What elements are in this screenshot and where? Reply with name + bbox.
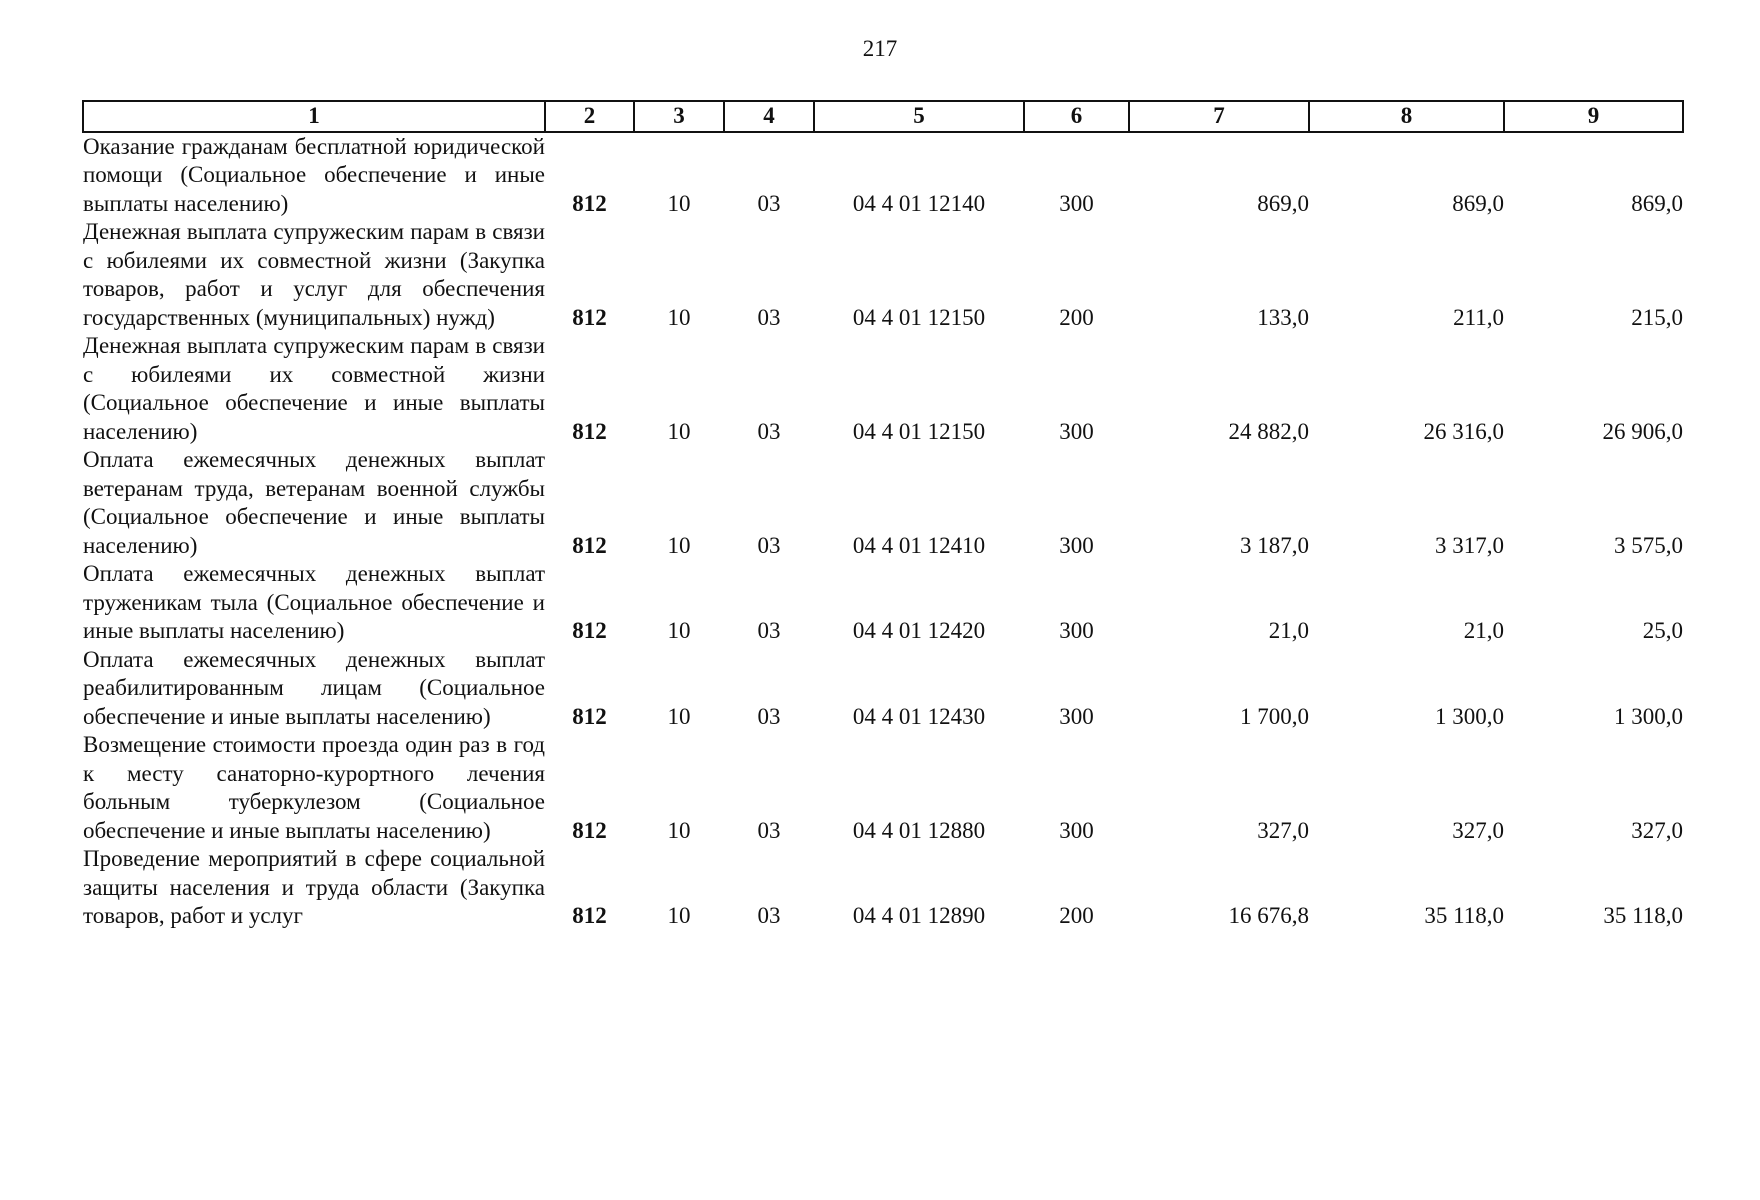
column-header: 9 xyxy=(1504,101,1683,132)
amount-col8: 26 316,0 xyxy=(1423,418,1504,444)
ministry-code: 812 xyxy=(572,418,607,444)
amount-col8: 869,0 xyxy=(1452,190,1504,216)
page-number: 217 xyxy=(862,36,898,61)
table-row xyxy=(83,845,1683,931)
target-article-code: 04 4 01 12430 xyxy=(852,703,986,729)
amount-col9: 26 906,0 xyxy=(1602,418,1683,444)
row-description: Оплата ежемесячных денежных выплат труженикам тыла (Социальное обеспечение и иные выплаты населению) xyxy=(83,561,545,643)
amount-col9: 215,0 xyxy=(1631,304,1683,330)
target-article-code: 04 4 01 12890 xyxy=(852,903,986,928)
table-row xyxy=(83,332,1683,446)
ministry-code: 812 xyxy=(572,190,607,216)
target-article-code: 04 4 01 12150 xyxy=(852,418,986,444)
column-header: 2 xyxy=(545,101,634,132)
section-code: 10 xyxy=(667,703,691,729)
ministry-code: 812 xyxy=(572,532,607,558)
row-description: Возмещение стоимости проезда один раз в год к месту санаторно-курортного лечения больным туберкулезом (Социальное обеспечение и иные выплаты населению) xyxy=(83,732,545,843)
target-article-code: 04 4 01 12420 xyxy=(852,618,986,643)
amount-col9: 327,0 xyxy=(1631,817,1683,843)
expense-type-code: 200 xyxy=(1059,304,1094,330)
subsection-code: 03 xyxy=(757,817,781,843)
expense-type-code: 300 xyxy=(1059,190,1094,216)
row-description: Оказание гражданам бесплатной юридической помощи (Социальное обеспечение и иные выплаты населению) xyxy=(83,133,545,216)
amount-col7: 133,0 xyxy=(1257,304,1309,330)
amount-col7: 16 676,8 xyxy=(1228,903,1309,928)
amount-col9: 1 300,0 xyxy=(1614,703,1683,729)
target-article-code: 04 4 01 12150 xyxy=(852,304,986,330)
amount-col7: 327,0 xyxy=(1257,817,1309,843)
subsection-code: 03 xyxy=(757,304,781,330)
subsection-code: 03 xyxy=(757,618,781,643)
row-description: Денежная выплата супружеским парам в связи с юбилеями их совместной жизни (Закупка товаров, работ и услуг для обеспечения государственных (муниципальных) нужд) xyxy=(83,219,545,330)
row-description: Проведение мероприятий в сфере социальной защиты населения и труда области (Закупка товаров, работ и услуг xyxy=(83,846,545,928)
row-description: Оплата ежемесячных денежных выплат ветеранам труда, ветеранам военной службы (Социальное обеспечение и иные выплаты населению) xyxy=(83,447,545,558)
section-code: 10 xyxy=(667,618,691,643)
column-header: 5 xyxy=(814,101,1024,132)
amount-col7: 3 187,0 xyxy=(1240,532,1309,558)
amount-col8: 35 118,0 xyxy=(1424,903,1504,928)
amount-col8: 21,0 xyxy=(1463,618,1504,643)
column-header: 6 xyxy=(1024,101,1129,132)
table-row xyxy=(83,646,1683,732)
section-code: 10 xyxy=(667,304,691,330)
table-row xyxy=(83,218,1683,332)
subsection-code: 03 xyxy=(757,418,781,444)
table-row xyxy=(83,446,1683,560)
column-header: 8 xyxy=(1309,101,1504,132)
target-article-code: 04 4 01 12880 xyxy=(852,817,986,843)
column-header: 4 xyxy=(724,101,814,132)
amount-col9: 3 575,0 xyxy=(1614,532,1683,558)
section-code: 10 xyxy=(667,418,691,444)
expense-type-code: 300 xyxy=(1059,817,1094,843)
table-row xyxy=(83,731,1683,845)
amount-col7: 1 700,0 xyxy=(1240,703,1309,729)
amount-col8: 1 300,0 xyxy=(1435,703,1504,729)
amount-col9: 869,0 xyxy=(1631,190,1683,216)
expense-type-code: 300 xyxy=(1059,532,1094,558)
ministry-code: 812 xyxy=(572,903,607,928)
subsection-code: 03 xyxy=(757,532,781,558)
column-header: 1 xyxy=(83,101,545,132)
amount-col7: 24 882,0 xyxy=(1228,418,1309,444)
table-row xyxy=(83,132,1683,219)
expense-type-code: 300 xyxy=(1059,618,1094,643)
target-article-code: 04 4 01 12410 xyxy=(852,532,986,558)
amount-col8: 327,0 xyxy=(1452,817,1504,843)
section-code: 10 xyxy=(667,190,691,216)
amount-col7: 869,0 xyxy=(1257,190,1309,216)
target-article-code: 04 4 01 12140 xyxy=(852,190,986,216)
ministry-code: 812 xyxy=(572,703,607,729)
subsection-code: 03 xyxy=(757,703,781,729)
subsection-code: 03 xyxy=(757,190,781,216)
amount-col7: 21,0 xyxy=(1268,618,1309,643)
budget-table xyxy=(82,100,1684,931)
row-description: Оплата ежемесячных денежных выплат реабилитированным лицам (Социальное обеспечение и иные выплаты населению) xyxy=(83,646,545,729)
ministry-code: 812 xyxy=(572,817,607,843)
section-code: 10 xyxy=(667,532,691,558)
column-header: 3 xyxy=(634,101,724,132)
ministry-code: 812 xyxy=(572,618,607,643)
table-row xyxy=(83,560,1683,646)
expense-type-code: 300 xyxy=(1059,703,1094,729)
amount-col8: 3 317,0 xyxy=(1435,532,1504,558)
expense-type-code: 300 xyxy=(1059,418,1094,444)
ministry-code: 812 xyxy=(572,304,607,330)
header-row xyxy=(83,101,1683,132)
amount-col8: 211,0 xyxy=(1453,304,1504,330)
subsection-code: 03 xyxy=(757,903,781,928)
section-code: 10 xyxy=(667,903,691,928)
row-description: Денежная выплата супружеским парам в связи с юбилеями их совместной жизни (Социальное обеспечение и иные выплаты населению) xyxy=(83,333,545,444)
expense-type-code: 200 xyxy=(1059,903,1094,928)
column-header: 7 xyxy=(1129,101,1309,132)
amount-col9: 35 118,0 xyxy=(1603,903,1683,928)
section-code: 10 xyxy=(667,817,691,843)
amount-col9: 25,0 xyxy=(1642,618,1683,643)
